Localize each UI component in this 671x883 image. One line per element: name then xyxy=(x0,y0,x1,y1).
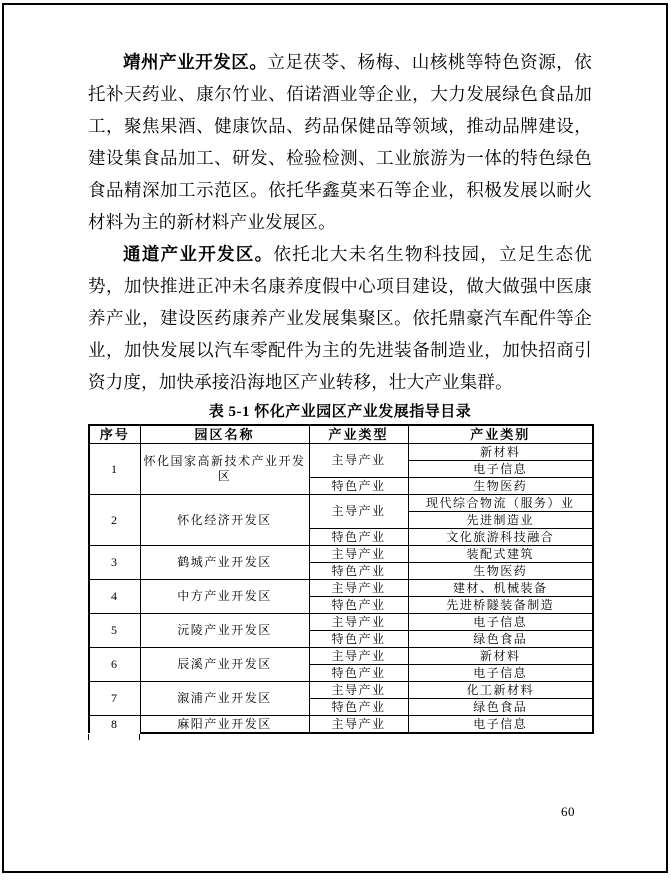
cell-park-name: 溆浦产业开发区 xyxy=(140,682,309,716)
cell-industry-type: 主导产业 xyxy=(309,648,408,665)
paragraph-tongdao-body: 依托北大未名生物科技园，立足生态优势，加快推进正冲未名康养度假中心项目建设，做大做强中医康养产业，建设医药康养产业发展集聚区。依托鼎豪汽车配件等企业，加快发展以汽车零配件为主的先进装备制造业，加快招商引资力度，加快承接沿海地区产业转移，壮大产业集群。 xyxy=(88,244,592,392)
cell-park-name: 怀化国家高新技术产业开发区 xyxy=(140,444,309,495)
cell-industry-category: 文化旅游科技融合 xyxy=(408,529,593,546)
cell-industry-category: 电子信息 xyxy=(408,614,593,631)
cell-industry-category: 生物医药 xyxy=(408,563,593,580)
table-header-row xyxy=(89,425,593,444)
cell-industry-type: 特色产业 xyxy=(309,665,408,682)
table-row xyxy=(89,580,593,597)
cell-industry-type: 主导产业 xyxy=(309,444,408,478)
cell-industry-category: 先进制造业 xyxy=(408,512,593,529)
cell-industry-type: 主导产业 xyxy=(309,682,408,699)
page-content xyxy=(88,46,592,734)
cell-industry-category: 绿色食品 xyxy=(408,699,593,716)
table-row xyxy=(89,614,593,631)
cell-industry-type: 主导产业 xyxy=(309,716,408,734)
cell-serial-no: 2 xyxy=(89,495,140,546)
cell-park-name: 辰溪产业开发区 xyxy=(140,648,309,682)
cell-industry-category: 绿色食品 xyxy=(408,631,593,648)
table-row xyxy=(89,682,593,699)
paragraph-jingzhou-lead: 靖州产业开发区。 xyxy=(123,52,268,72)
cell-industry-category: 电子信息 xyxy=(408,665,593,682)
cell-industry-category: 电子信息 xyxy=(408,461,593,478)
cell-park-name: 中方产业开发区 xyxy=(140,580,309,614)
cell-industry-category: 电子信息 xyxy=(408,716,593,734)
table-title: 表 5-1 怀化产业园区产业发展指导目录 xyxy=(208,404,472,420)
cell-industry-type: 主导产业 xyxy=(309,495,408,529)
table-row xyxy=(89,648,593,665)
cell-industry-category: 建材、机械装备 xyxy=(408,580,593,597)
cell-industry-type: 主导产业 xyxy=(309,546,408,563)
cell-industry-type: 特色产业 xyxy=(309,597,408,614)
paragraph-tongdao-lead: 通道产业开发区。 xyxy=(123,244,274,264)
paragraph-jingzhou-body: 立足茯苓、杨梅、山核桃等特色资源，依托补天药业、康尔竹业、佰诺酒业等企业，大力发展绿色食品加工，聚焦果酒、健康饮品、药品保健品等领域，推动品牌建设，建设集食品加工、研发、检验检测、工业旅游为一体的特色绿色食品精深加工示范区。依托华鑫莫来石等企业，积极发展以耐火材料为主的新材料产业发展区。 xyxy=(88,52,592,232)
header-industry-category: 产业类别 xyxy=(408,425,593,444)
table-row xyxy=(89,444,593,461)
header-industry-type: 产业类型 xyxy=(309,425,408,444)
cell-industry-category: 现代综合物流（服务）业 xyxy=(408,495,593,512)
table-wrap xyxy=(88,424,592,734)
header-park-name: 园区名称 xyxy=(140,425,309,444)
cell-industry-category: 装配式建筑 xyxy=(408,546,593,563)
cell-serial-no: 3 xyxy=(89,546,140,580)
cell-industry-type: 特色产业 xyxy=(309,699,408,716)
cell-industry-type: 特色产业 xyxy=(309,529,408,546)
paragraph-tongdao xyxy=(88,238,592,398)
cell-park-name: 怀化经济开发区 xyxy=(140,495,309,546)
page-number: 60 xyxy=(561,804,575,819)
table-row xyxy=(89,716,593,734)
table-row xyxy=(89,495,593,512)
cell-industry-category: 新材料 xyxy=(408,444,593,461)
cell-industry-type: 主导产业 xyxy=(309,580,408,597)
paragraph-jingzhou xyxy=(88,46,592,238)
cell-serial-no: 7 xyxy=(89,682,140,716)
cell-serial-no: 5 xyxy=(89,614,140,648)
table-continuation-stub xyxy=(139,734,140,740)
cell-industry-type: 特色产业 xyxy=(309,631,408,648)
cell-serial-no: 8 xyxy=(89,716,140,734)
header-serial-no: 序号 xyxy=(89,425,140,444)
cell-park-name: 鹤城产业开发区 xyxy=(140,546,309,580)
cell-industry-type: 特色产业 xyxy=(309,478,408,495)
industry-guide-table xyxy=(88,424,594,734)
table-continuation-stub xyxy=(88,734,89,740)
cell-park-name: 沅陵产业开发区 xyxy=(140,614,309,648)
cell-serial-no: 4 xyxy=(89,580,140,614)
table-body xyxy=(89,444,593,734)
cell-park-name: 麻阳产业开发区 xyxy=(140,716,309,734)
table-row xyxy=(89,546,593,563)
cell-industry-type: 主导产业 xyxy=(309,614,408,631)
cell-industry-category: 新材料 xyxy=(408,648,593,665)
cell-industry-category: 生物医药 xyxy=(408,478,593,495)
cell-industry-category: 先进桥隧装备制造 xyxy=(408,597,593,614)
cell-industry-type: 特色产业 xyxy=(309,563,408,580)
cell-industry-category: 化工新材料 xyxy=(408,682,593,699)
cell-serial-no: 6 xyxy=(89,648,140,682)
cell-serial-no: 1 xyxy=(89,444,140,495)
